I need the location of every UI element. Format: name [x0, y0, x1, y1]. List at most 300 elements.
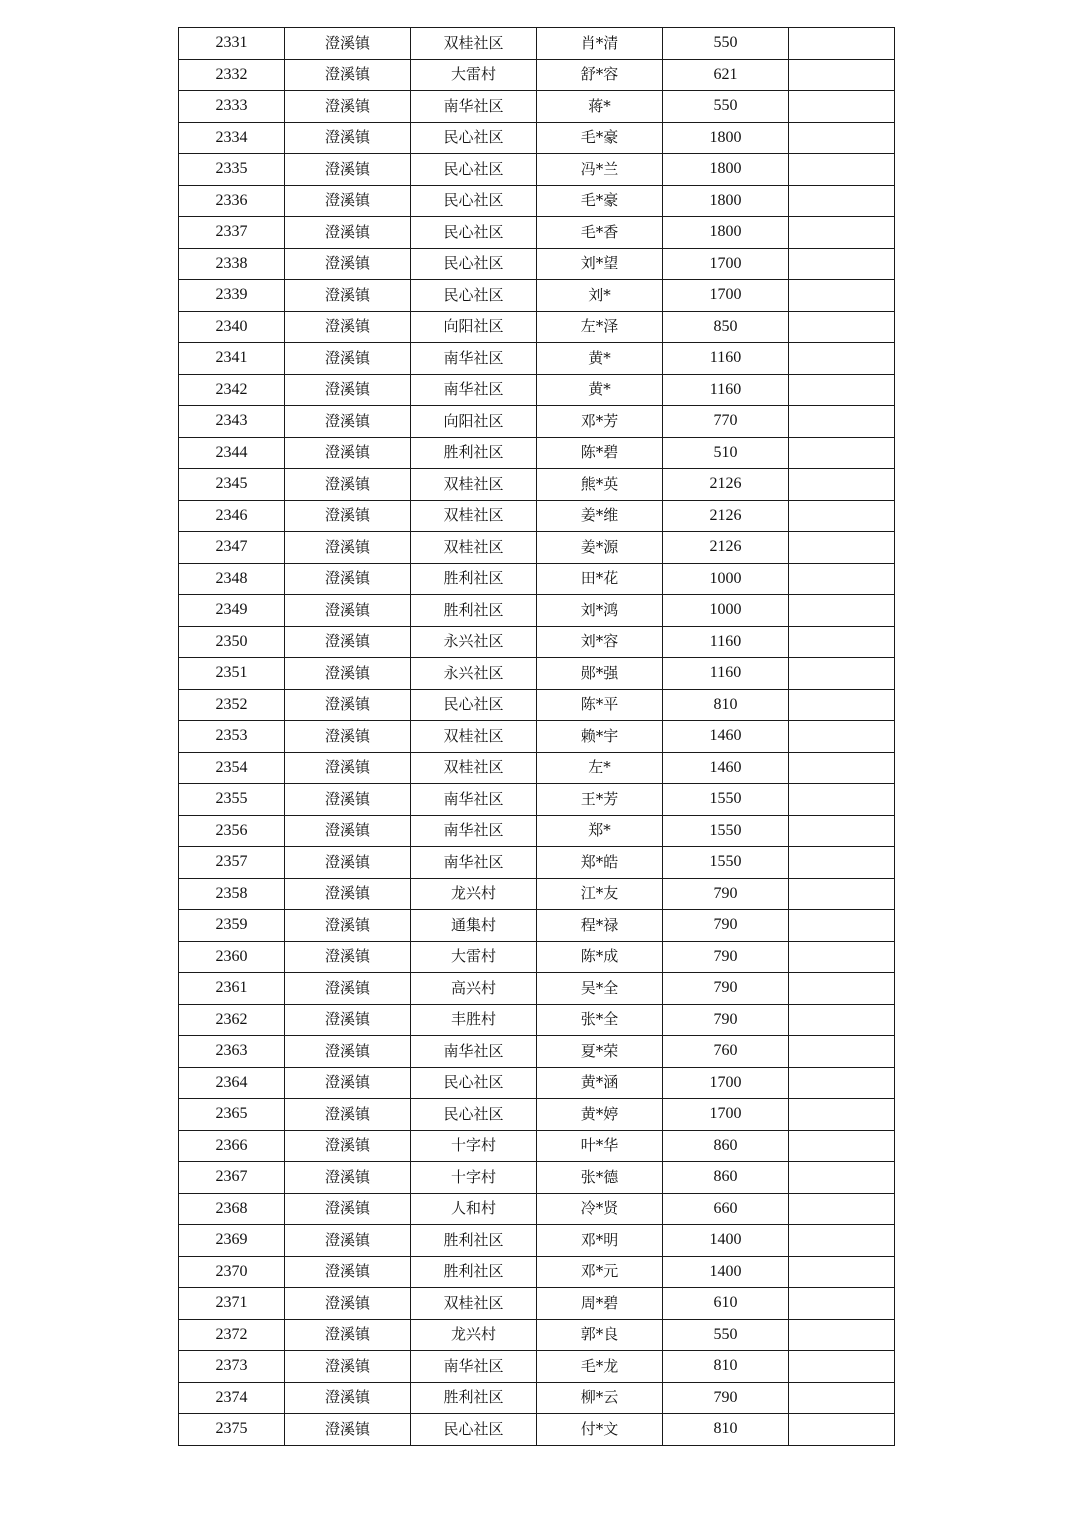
remark-cell: [789, 1162, 895, 1194]
name-cell: 周*碧: [537, 1288, 663, 1320]
name-cell: 刘*: [537, 280, 663, 312]
serial-number-cell: 2354: [179, 752, 285, 784]
remark-cell: [789, 847, 895, 879]
town-cell: 澄溪镇: [285, 689, 411, 721]
name-cell: 叶*华: [537, 1130, 663, 1162]
table-row: [179, 1351, 895, 1383]
remark-cell: [789, 248, 895, 280]
table-row: [179, 343, 895, 375]
community-cell: 通集村: [411, 910, 537, 942]
amount-cell: 1700: [663, 280, 789, 312]
serial-number-cell: 2359: [179, 910, 285, 942]
amount-cell: 1460: [663, 721, 789, 753]
remark-cell: [789, 1351, 895, 1383]
remark-cell: [789, 1036, 895, 1068]
serial-number-cell: 2373: [179, 1351, 285, 1383]
amount-cell: 2126: [663, 500, 789, 532]
amount-cell: 2126: [663, 469, 789, 501]
table-row: [179, 1036, 895, 1068]
serial-number-cell: 2349: [179, 595, 285, 627]
community-cell: 南华社区: [411, 1351, 537, 1383]
name-cell: 陈*平: [537, 689, 663, 721]
town-cell: 澄溪镇: [285, 280, 411, 312]
name-cell: 姜*维: [537, 500, 663, 532]
amount-cell: 790: [663, 910, 789, 942]
table-row: [179, 1414, 895, 1446]
table-row: [179, 532, 895, 564]
amount-cell: 770: [663, 406, 789, 438]
town-cell: 澄溪镇: [285, 563, 411, 595]
remark-cell: [789, 878, 895, 910]
community-cell: 永兴社区: [411, 626, 537, 658]
community-cell: 龙兴村: [411, 1319, 537, 1351]
table-row: [179, 784, 895, 816]
serial-number-cell: 2341: [179, 343, 285, 375]
town-cell: 澄溪镇: [285, 1162, 411, 1194]
serial-number-cell: 2344: [179, 437, 285, 469]
town-cell: 澄溪镇: [285, 941, 411, 973]
name-cell: 田*花: [537, 563, 663, 595]
town-cell: 澄溪镇: [285, 532, 411, 564]
amount-cell: 1400: [663, 1225, 789, 1257]
table-row: [179, 406, 895, 438]
serial-number-cell: 2368: [179, 1193, 285, 1225]
table-row: [179, 1193, 895, 1225]
community-cell: 民心社区: [411, 122, 537, 154]
remark-cell: [789, 59, 895, 91]
community-cell: 胜利社区: [411, 563, 537, 595]
community-cell: 南华社区: [411, 1036, 537, 1068]
remark-cell: [789, 437, 895, 469]
table-row: [179, 1288, 895, 1320]
amount-cell: 1550: [663, 784, 789, 816]
remark-cell: [789, 1256, 895, 1288]
name-cell: 黄*: [537, 374, 663, 406]
remark-cell: [789, 658, 895, 690]
community-cell: 双桂社区: [411, 532, 537, 564]
amount-cell: 1800: [663, 217, 789, 249]
town-cell: 澄溪镇: [285, 91, 411, 123]
remark-cell: [789, 343, 895, 375]
name-cell: 刘*鸿: [537, 595, 663, 627]
table-row: [179, 752, 895, 784]
table-row: [179, 122, 895, 154]
community-cell: 南华社区: [411, 374, 537, 406]
amount-cell: 760: [663, 1036, 789, 1068]
name-cell: 程*禄: [537, 910, 663, 942]
name-cell: 刘*望: [537, 248, 663, 280]
community-cell: 双桂社区: [411, 500, 537, 532]
table-row: [179, 1319, 895, 1351]
amount-cell: 1550: [663, 815, 789, 847]
town-cell: 澄溪镇: [285, 28, 411, 60]
community-cell: 双桂社区: [411, 469, 537, 501]
community-cell: 大雷村: [411, 59, 537, 91]
remark-cell: [789, 1067, 895, 1099]
community-cell: 大雷村: [411, 941, 537, 973]
remark-cell: [789, 28, 895, 60]
table-row: [179, 1099, 895, 1131]
remark-cell: [789, 406, 895, 438]
community-cell: 向阳社区: [411, 406, 537, 438]
serial-number-cell: 2351: [179, 658, 285, 690]
amount-cell: 1800: [663, 122, 789, 154]
town-cell: 澄溪镇: [285, 1004, 411, 1036]
name-cell: 蒋*: [537, 91, 663, 123]
serial-number-cell: 2352: [179, 689, 285, 721]
amount-cell: 1700: [663, 1099, 789, 1131]
table-row: [179, 1256, 895, 1288]
remark-cell: [789, 1193, 895, 1225]
amount-cell: 810: [663, 1351, 789, 1383]
name-cell: 冯*兰: [537, 154, 663, 186]
town-cell: 澄溪镇: [285, 1225, 411, 1257]
table-row: [179, 248, 895, 280]
town-cell: 澄溪镇: [285, 1193, 411, 1225]
remark-cell: [789, 1004, 895, 1036]
table-row: [179, 1130, 895, 1162]
amount-cell: 1160: [663, 374, 789, 406]
table-row: [179, 1004, 895, 1036]
community-cell: 龙兴村: [411, 878, 537, 910]
serial-number-cell: 2335: [179, 154, 285, 186]
town-cell: 澄溪镇: [285, 122, 411, 154]
amount-cell: 1000: [663, 595, 789, 627]
serial-number-cell: 2347: [179, 532, 285, 564]
serial-number-cell: 2356: [179, 815, 285, 847]
serial-number-cell: 2333: [179, 91, 285, 123]
amount-cell: 510: [663, 437, 789, 469]
table-row: [179, 1162, 895, 1194]
community-cell: 双桂社区: [411, 1288, 537, 1320]
town-cell: 澄溪镇: [285, 626, 411, 658]
serial-number-cell: 2367: [179, 1162, 285, 1194]
town-cell: 澄溪镇: [285, 185, 411, 217]
amount-cell: 1800: [663, 185, 789, 217]
community-cell: 双桂社区: [411, 28, 537, 60]
table-row: [179, 563, 895, 595]
town-cell: 澄溪镇: [285, 343, 411, 375]
town-cell: 澄溪镇: [285, 595, 411, 627]
name-cell: 夏*荣: [537, 1036, 663, 1068]
name-cell: 黄*婷: [537, 1099, 663, 1131]
table-row: [179, 595, 895, 627]
remark-cell: [789, 815, 895, 847]
community-cell: 胜利社区: [411, 437, 537, 469]
town-cell: 澄溪镇: [285, 752, 411, 784]
table-row: [179, 689, 895, 721]
amount-cell: 850: [663, 311, 789, 343]
name-cell: 姜*源: [537, 532, 663, 564]
community-cell: 高兴村: [411, 973, 537, 1005]
community-cell: 胜利社区: [411, 1256, 537, 1288]
name-cell: 邓*明: [537, 1225, 663, 1257]
community-cell: 民心社区: [411, 154, 537, 186]
town-cell: 澄溪镇: [285, 59, 411, 91]
serial-number-cell: 2366: [179, 1130, 285, 1162]
amount-cell: 550: [663, 1319, 789, 1351]
table-row: [179, 500, 895, 532]
community-cell: 南华社区: [411, 343, 537, 375]
town-cell: 澄溪镇: [285, 500, 411, 532]
amount-cell: 1700: [663, 1067, 789, 1099]
community-cell: 民心社区: [411, 1414, 537, 1446]
town-cell: 澄溪镇: [285, 1382, 411, 1414]
table-row: [179, 973, 895, 1005]
table-row: [179, 910, 895, 942]
remark-cell: [789, 500, 895, 532]
serial-number-cell: 2346: [179, 500, 285, 532]
town-cell: 澄溪镇: [285, 374, 411, 406]
town-cell: 澄溪镇: [285, 784, 411, 816]
table-row: [179, 1225, 895, 1257]
name-cell: 郑*: [537, 815, 663, 847]
table-row: [179, 469, 895, 501]
serial-number-cell: 2337: [179, 217, 285, 249]
serial-number-cell: 2375: [179, 1414, 285, 1446]
table-row: [179, 1382, 895, 1414]
community-cell: 永兴社区: [411, 658, 537, 690]
name-cell: 郧*强: [537, 658, 663, 690]
community-cell: 民心社区: [411, 1067, 537, 1099]
remark-cell: [789, 91, 895, 123]
remark-cell: [789, 563, 895, 595]
town-cell: 澄溪镇: [285, 1036, 411, 1068]
town-cell: 澄溪镇: [285, 248, 411, 280]
serial-number-cell: 2358: [179, 878, 285, 910]
remark-cell: [789, 280, 895, 312]
table-row: [179, 91, 895, 123]
amount-cell: 790: [663, 878, 789, 910]
name-cell: 左*: [537, 752, 663, 784]
serial-number-cell: 2342: [179, 374, 285, 406]
remark-cell: [789, 1414, 895, 1446]
town-cell: 澄溪镇: [285, 1256, 411, 1288]
community-cell: 民心社区: [411, 689, 537, 721]
amount-cell: 790: [663, 1004, 789, 1036]
remark-cell: [789, 217, 895, 249]
town-cell: 澄溪镇: [285, 406, 411, 438]
document-page: [178, 27, 894, 1446]
name-cell: 刘*容: [537, 626, 663, 658]
community-cell: 十字村: [411, 1162, 537, 1194]
records-table: [178, 27, 895, 1446]
town-cell: 澄溪镇: [285, 973, 411, 1005]
amount-cell: 1160: [663, 658, 789, 690]
community-cell: 双桂社区: [411, 752, 537, 784]
name-cell: 陈*碧: [537, 437, 663, 469]
amount-cell: 860: [663, 1130, 789, 1162]
town-cell: 澄溪镇: [285, 658, 411, 690]
remark-cell: [789, 1225, 895, 1257]
name-cell: 江*友: [537, 878, 663, 910]
town-cell: 澄溪镇: [285, 1288, 411, 1320]
amount-cell: 1460: [663, 752, 789, 784]
name-cell: 陈*成: [537, 941, 663, 973]
name-cell: 付*文: [537, 1414, 663, 1446]
name-cell: 赖*宇: [537, 721, 663, 753]
remark-cell: [789, 689, 895, 721]
name-cell: 熊*英: [537, 469, 663, 501]
serial-number-cell: 2340: [179, 311, 285, 343]
amount-cell: 610: [663, 1288, 789, 1320]
table-row: [179, 815, 895, 847]
remark-cell: [789, 721, 895, 753]
remark-cell: [789, 910, 895, 942]
table-row: [179, 847, 895, 879]
table-row: [179, 437, 895, 469]
table-row: [179, 280, 895, 312]
remark-cell: [789, 752, 895, 784]
serial-number-cell: 2374: [179, 1382, 285, 1414]
town-cell: 澄溪镇: [285, 469, 411, 501]
remark-cell: [789, 941, 895, 973]
serial-number-cell: 2353: [179, 721, 285, 753]
community-cell: 人和村: [411, 1193, 537, 1225]
amount-cell: 790: [663, 973, 789, 1005]
serial-number-cell: 2350: [179, 626, 285, 658]
remark-cell: [789, 122, 895, 154]
serial-number-cell: 2348: [179, 563, 285, 595]
serial-number-cell: 2331: [179, 28, 285, 60]
community-cell: 南华社区: [411, 91, 537, 123]
serial-number-cell: 2355: [179, 784, 285, 816]
name-cell: 邓*元: [537, 1256, 663, 1288]
serial-number-cell: 2345: [179, 469, 285, 501]
amount-cell: 660: [663, 1193, 789, 1225]
serial-number-cell: 2362: [179, 1004, 285, 1036]
town-cell: 澄溪镇: [285, 1099, 411, 1131]
records-table-body: [179, 28, 895, 1446]
community-cell: 双桂社区: [411, 721, 537, 753]
remark-cell: [789, 595, 895, 627]
table-row: [179, 28, 895, 60]
name-cell: 邓*芳: [537, 406, 663, 438]
table-row: [179, 941, 895, 973]
serial-number-cell: 2338: [179, 248, 285, 280]
amount-cell: 860: [663, 1162, 789, 1194]
serial-number-cell: 2361: [179, 973, 285, 1005]
amount-cell: 550: [663, 28, 789, 60]
town-cell: 澄溪镇: [285, 910, 411, 942]
name-cell: 左*泽: [537, 311, 663, 343]
name-cell: 黄*涵: [537, 1067, 663, 1099]
town-cell: 澄溪镇: [285, 1130, 411, 1162]
name-cell: 柳*云: [537, 1382, 663, 1414]
amount-cell: 1160: [663, 626, 789, 658]
serial-number-cell: 2371: [179, 1288, 285, 1320]
community-cell: 胜利社区: [411, 595, 537, 627]
table-row: [179, 1067, 895, 1099]
remark-cell: [789, 1288, 895, 1320]
table-row: [179, 878, 895, 910]
serial-number-cell: 2369: [179, 1225, 285, 1257]
community-cell: 丰胜村: [411, 1004, 537, 1036]
remark-cell: [789, 784, 895, 816]
name-cell: 郭*良: [537, 1319, 663, 1351]
amount-cell: 810: [663, 689, 789, 721]
remark-cell: [789, 311, 895, 343]
town-cell: 澄溪镇: [285, 154, 411, 186]
table-row: [179, 311, 895, 343]
town-cell: 澄溪镇: [285, 815, 411, 847]
serial-number-cell: 2334: [179, 122, 285, 154]
amount-cell: 1550: [663, 847, 789, 879]
town-cell: 澄溪镇: [285, 437, 411, 469]
community-cell: 胜利社区: [411, 1382, 537, 1414]
name-cell: 毛*豪: [537, 122, 663, 154]
table-row: [179, 59, 895, 91]
serial-number-cell: 2339: [179, 280, 285, 312]
remark-cell: [789, 374, 895, 406]
town-cell: 澄溪镇: [285, 1414, 411, 1446]
amount-cell: 1400: [663, 1256, 789, 1288]
serial-number-cell: 2370: [179, 1256, 285, 1288]
serial-number-cell: 2360: [179, 941, 285, 973]
amount-cell: 1000: [663, 563, 789, 595]
town-cell: 澄溪镇: [285, 1351, 411, 1383]
community-cell: 向阳社区: [411, 311, 537, 343]
name-cell: 毛*豪: [537, 185, 663, 217]
community-cell: 民心社区: [411, 217, 537, 249]
amount-cell: 621: [663, 59, 789, 91]
town-cell: 澄溪镇: [285, 1319, 411, 1351]
name-cell: 张*全: [537, 1004, 663, 1036]
table-row: [179, 626, 895, 658]
table-row: [179, 721, 895, 753]
remark-cell: [789, 1130, 895, 1162]
serial-number-cell: 2364: [179, 1067, 285, 1099]
remark-cell: [789, 973, 895, 1005]
amount-cell: 1160: [663, 343, 789, 375]
community-cell: 民心社区: [411, 248, 537, 280]
community-cell: 南华社区: [411, 784, 537, 816]
serial-number-cell: 2336: [179, 185, 285, 217]
name-cell: 肖*清: [537, 28, 663, 60]
community-cell: 南华社区: [411, 815, 537, 847]
community-cell: 胜利社区: [411, 1225, 537, 1257]
amount-cell: 550: [663, 91, 789, 123]
serial-number-cell: 2332: [179, 59, 285, 91]
serial-number-cell: 2365: [179, 1099, 285, 1131]
amount-cell: 2126: [663, 532, 789, 564]
town-cell: 澄溪镇: [285, 847, 411, 879]
town-cell: 澄溪镇: [285, 1067, 411, 1099]
name-cell: 吴*全: [537, 973, 663, 1005]
table-row: [179, 154, 895, 186]
table-row: [179, 374, 895, 406]
community-cell: 民心社区: [411, 1099, 537, 1131]
remark-cell: [789, 532, 895, 564]
name-cell: 毛*龙: [537, 1351, 663, 1383]
town-cell: 澄溪镇: [285, 878, 411, 910]
town-cell: 澄溪镇: [285, 217, 411, 249]
name-cell: 郑*皓: [537, 847, 663, 879]
remark-cell: [789, 1319, 895, 1351]
table-row: [179, 658, 895, 690]
name-cell: 黄*: [537, 343, 663, 375]
town-cell: 澄溪镇: [285, 721, 411, 753]
community-cell: 民心社区: [411, 280, 537, 312]
remark-cell: [789, 1099, 895, 1131]
amount-cell: 790: [663, 1382, 789, 1414]
town-cell: 澄溪镇: [285, 311, 411, 343]
community-cell: 十字村: [411, 1130, 537, 1162]
name-cell: 王*芳: [537, 784, 663, 816]
amount-cell: 810: [663, 1414, 789, 1446]
remark-cell: [789, 185, 895, 217]
community-cell: 南华社区: [411, 847, 537, 879]
